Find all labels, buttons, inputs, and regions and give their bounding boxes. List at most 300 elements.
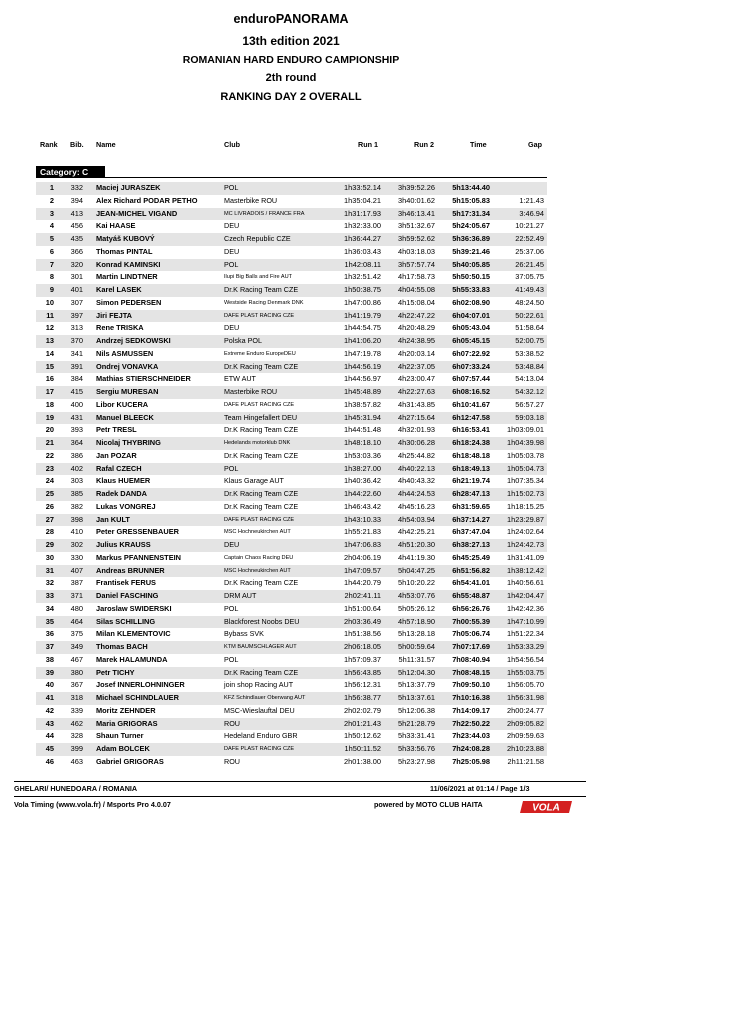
cell-rank: 44 bbox=[45, 731, 54, 741]
cell-time: 6h05:45.15 bbox=[452, 336, 490, 345]
cell-rank: 4 bbox=[49, 221, 54, 231]
cell-time: 6h54:41.01 bbox=[452, 578, 490, 588]
cell-club: ROU bbox=[224, 718, 240, 728]
footer-divider-bottom bbox=[14, 796, 586, 797]
cell-rank: 17 bbox=[45, 387, 54, 396]
cell-time: 6h16:53.41 bbox=[452, 425, 490, 435]
cell-bib: 370 bbox=[70, 336, 83, 345]
table-row bbox=[36, 271, 547, 284]
cell-club: MSC-Wieslauftal DEU bbox=[224, 705, 295, 715]
cell-club: KFZ Schindlauer Oberwang AUT bbox=[224, 695, 306, 701]
cell-gap: 53:48.84 bbox=[515, 361, 544, 371]
cell-rank: 36 bbox=[45, 629, 54, 639]
table-row bbox=[36, 399, 547, 412]
cell-name: Jan KULT bbox=[96, 514, 130, 524]
col-time: Time bbox=[470, 140, 487, 149]
cell-time: 6h55:48.87 bbox=[452, 591, 490, 600]
cell-time: 5h13:44.40 bbox=[452, 183, 490, 192]
cell-gap: 1h05:04.73 bbox=[507, 463, 544, 473]
table-row bbox=[36, 730, 547, 743]
cell-gap: 2h09:05.82 bbox=[507, 718, 544, 728]
cell-run2: 4h57:18.90 bbox=[398, 616, 435, 626]
cell-rank: 32 bbox=[45, 578, 54, 588]
cell-bib: 330 bbox=[70, 552, 83, 562]
cell-run2: 4h25:44.82 bbox=[398, 450, 435, 460]
footer-date-page: 11/06/2021 at 01:14 / Page 1/3 bbox=[430, 784, 530, 793]
cell-rank: 16 bbox=[45, 374, 54, 384]
table-row bbox=[36, 297, 547, 310]
cell-name: Petr TRESL bbox=[96, 425, 137, 435]
cell-run2: 5h13:28.18 bbox=[398, 629, 435, 639]
cell-bib: 367 bbox=[70, 680, 83, 690]
col-name: Name bbox=[96, 140, 116, 149]
cell-name: Andreas BRUNNER bbox=[96, 565, 165, 575]
cell-run2: 5h12:04.30 bbox=[398, 667, 435, 677]
table-row bbox=[36, 463, 547, 476]
table-row bbox=[36, 692, 547, 705]
cell-name: Peter GRESSENBAUER bbox=[96, 527, 179, 537]
cell-rank: 24 bbox=[45, 476, 54, 486]
cell-rank: 1 bbox=[49, 183, 54, 192]
cell-rank: 10 bbox=[45, 297, 54, 307]
cell-run1: 2h01:38.00 bbox=[344, 756, 381, 766]
cell-time: 5h15:05.83 bbox=[452, 195, 490, 205]
cell-run1: 2h03:36.49 bbox=[344, 616, 381, 626]
cell-time: 7h24:08.28 bbox=[452, 744, 490, 753]
table-row bbox=[36, 526, 547, 539]
cell-gap: 1h23:29.87 bbox=[507, 514, 544, 524]
cell-bib: 307 bbox=[70, 297, 83, 307]
cell-club: Dr.K Racing Team CZE bbox=[224, 578, 299, 588]
cell-club: KTM BAUMSCHLAGER AUT bbox=[224, 644, 297, 650]
cell-club: POL bbox=[224, 603, 239, 613]
event-title: enduroPANORAMA bbox=[233, 12, 349, 26]
cell-rank: 39 bbox=[45, 667, 54, 677]
cell-run1: 1h44:56.19 bbox=[344, 361, 381, 371]
cell-gap: 1h56:05.70 bbox=[507, 680, 544, 690]
cell-run2: 3h51:32.67 bbox=[398, 221, 435, 231]
cell-rank: 26 bbox=[45, 501, 54, 511]
cell-run2: 5h13:37.79 bbox=[398, 680, 435, 690]
cell-time: 5h17:31.34 bbox=[452, 208, 490, 218]
cell-name: Josef INNERLOHNINGER bbox=[96, 680, 185, 690]
table-row bbox=[36, 590, 547, 603]
cell-gap: 22:52.49 bbox=[515, 234, 544, 243]
cell-run2: 4h31:43.85 bbox=[398, 399, 435, 409]
table-row bbox=[36, 577, 547, 590]
footer-powered: powered by MOTO CLUB HAITA bbox=[374, 800, 483, 809]
cell-rank: 7 bbox=[49, 259, 54, 269]
cell-gap: 1h04:39.98 bbox=[507, 438, 544, 447]
cell-run2: 5h33:56.76 bbox=[398, 744, 435, 753]
cell-bib: 385 bbox=[70, 489, 83, 498]
cell-run1: 1h32:51.42 bbox=[344, 272, 381, 282]
cell-time: 7h00:55.39 bbox=[452, 616, 490, 626]
cell-run2: 4h45:16.23 bbox=[398, 501, 435, 511]
cell-rank: 9 bbox=[49, 285, 54, 294]
table-row bbox=[36, 667, 547, 680]
cell-run2: 5h10:20.22 bbox=[398, 578, 435, 588]
cell-name: Marek HALAMUNDA bbox=[96, 654, 168, 664]
cell-run1: 1h33:52.14 bbox=[344, 183, 381, 192]
cell-run2: 4h44:24.53 bbox=[398, 489, 435, 498]
cell-run2: 5h13:37.61 bbox=[398, 693, 435, 702]
cell-gap: 1h56:31.98 bbox=[507, 693, 544, 702]
cell-bib: 301 bbox=[70, 272, 83, 282]
cell-run1: 1h56:38.77 bbox=[344, 693, 381, 702]
cell-run2: 4h15:08.04 bbox=[398, 297, 435, 307]
cell-time: 6h37:47.04 bbox=[452, 527, 490, 537]
cell-name: Kai HAASE bbox=[96, 221, 136, 231]
cell-name: Konrad KAMINSKI bbox=[96, 259, 161, 269]
cell-bib: 391 bbox=[70, 361, 83, 371]
col-club: Club bbox=[224, 140, 240, 149]
footer-divider-top bbox=[14, 781, 586, 782]
cell-club: Czech Republic CZE bbox=[224, 234, 291, 243]
cell-bib: 410 bbox=[70, 527, 83, 537]
cell-club: Dr.K Racing Team CZE bbox=[224, 450, 299, 460]
cell-gap: 10:21.27 bbox=[515, 221, 544, 231]
cell-gap: 52:00.75 bbox=[515, 336, 544, 345]
footer-location: GHELARI/ HUNEDOARA / ROMANIA bbox=[14, 784, 138, 793]
cell-bib: 402 bbox=[70, 463, 83, 473]
col-gap: Gap bbox=[528, 140, 542, 149]
cell-run2: 4h22:27.63 bbox=[398, 387, 435, 396]
cell-club: Polska POL bbox=[224, 336, 262, 345]
cell-run1: 1h42:08.11 bbox=[344, 259, 381, 269]
cell-run1: 2h01:21.43 bbox=[344, 718, 381, 728]
cell-run2: 4h24:38.95 bbox=[398, 336, 435, 345]
table-row bbox=[36, 539, 547, 552]
cell-time: 6h08:16.52 bbox=[452, 387, 490, 396]
cell-run1: 1h47:09.57 bbox=[344, 565, 381, 575]
cell-run1: 1h48:18.10 bbox=[344, 438, 381, 447]
cell-club: DAFE PLAST RACING CZE bbox=[224, 746, 295, 752]
cell-club: Masterbike ROU bbox=[224, 387, 278, 396]
cell-run1: 2h04:06.19 bbox=[344, 552, 381, 562]
cell-run1: 1h38:27.00 bbox=[344, 463, 381, 473]
cell-run2: 3h39:52.26 bbox=[398, 183, 435, 192]
table-row bbox=[36, 756, 547, 769]
cell-time: 6h18:48.18 bbox=[452, 450, 490, 460]
cell-club: DAFE PLAST RACING CZE bbox=[224, 401, 295, 408]
edition-title: 13th edition 2021 bbox=[242, 34, 340, 48]
cell-time: 6h12:47.58 bbox=[452, 412, 490, 422]
cell-bib: 462 bbox=[70, 718, 83, 728]
cell-bib: 303 bbox=[70, 476, 83, 486]
cell-gap: 1h18:15.25 bbox=[507, 501, 544, 511]
cell-gap: 54:32.12 bbox=[515, 387, 544, 396]
cell-run2: 4h20:03.14 bbox=[398, 348, 435, 358]
cell-run1: 1h51:00.64 bbox=[344, 603, 381, 613]
table-row bbox=[36, 259, 547, 272]
cell-name: Daniel FASCHING bbox=[96, 591, 159, 600]
cell-club: DAFE PLAST RACING CZE bbox=[224, 312, 295, 319]
cell-club: Ilupi Big Balls and Fire AUT bbox=[224, 274, 293, 281]
cell-run2: 5h12:06.38 bbox=[398, 705, 435, 715]
cell-run2: 5h21:28.79 bbox=[398, 718, 435, 728]
table-row bbox=[36, 424, 547, 437]
cell-time: 5h24:05.67 bbox=[452, 221, 490, 231]
cell-name: Maria GRIGORAS bbox=[96, 718, 158, 728]
vola-logo bbox=[520, 801, 572, 813]
cell-rank: 29 bbox=[45, 540, 54, 549]
cell-gap: 53:38.52 bbox=[515, 348, 544, 358]
cell-rank: 23 bbox=[45, 463, 54, 473]
cell-bib: 328 bbox=[70, 731, 83, 741]
cell-run2: 4h27:15.64 bbox=[398, 412, 435, 422]
cell-gap: 51:58.64 bbox=[515, 323, 544, 333]
cell-run2: 5h11:31.57 bbox=[398, 654, 435, 664]
cell-club: Dr.K Racing Team CZE bbox=[224, 425, 299, 435]
cell-run1: 1h41:06.20 bbox=[344, 336, 381, 345]
cell-rank: 13 bbox=[45, 336, 54, 345]
cell-time: 6h56:26.76 bbox=[452, 603, 490, 613]
cell-name: Lukas VONGREJ bbox=[96, 501, 156, 511]
cell-bib: 464 bbox=[70, 616, 83, 626]
cell-bib: 463 bbox=[70, 756, 83, 766]
cell-run1: 1h45:31.94 bbox=[344, 412, 381, 422]
cell-gap: 59:03.18 bbox=[515, 412, 544, 422]
cell-run1: 1h51:38.56 bbox=[344, 629, 381, 639]
cell-gap: 1h05:03.78 bbox=[507, 450, 544, 460]
table-row bbox=[36, 310, 547, 323]
cell-name: Silas SCHILLING bbox=[96, 616, 156, 626]
cell-run2: 4h23:00.47 bbox=[398, 374, 435, 384]
cell-run2: 4h22:37.05 bbox=[398, 361, 435, 371]
cell-club: Hedeland Enduro GBR bbox=[224, 731, 298, 741]
cell-bib: 415 bbox=[70, 387, 83, 396]
cell-name: JEAN-MICHEL VIGAND bbox=[96, 208, 178, 218]
cell-time: 6h38:27.13 bbox=[452, 540, 490, 549]
cell-name: Frantisek FERUS bbox=[96, 578, 156, 588]
cell-rank: 19 bbox=[45, 412, 54, 422]
cell-bib: 467 bbox=[70, 654, 83, 664]
cell-run1: 1h53:03.36 bbox=[344, 450, 381, 460]
cell-run1: 1h36:44.27 bbox=[344, 234, 381, 243]
cell-name: Moritz ZEHNDER bbox=[96, 705, 156, 715]
cell-bib: 302 bbox=[70, 540, 83, 549]
cell-name: Andrzej SEDKOWSKI bbox=[96, 336, 171, 345]
cell-rank: 2 bbox=[49, 195, 54, 205]
cell-bib: 407 bbox=[70, 565, 83, 575]
table-row bbox=[36, 450, 547, 463]
cell-run2: 4h04:55.08 bbox=[398, 285, 435, 294]
cell-run2: 3h40:01.62 bbox=[398, 195, 435, 205]
cell-bib: 386 bbox=[70, 450, 83, 460]
table-row bbox=[36, 322, 547, 335]
cell-run1: 1h31:17.93 bbox=[344, 208, 381, 218]
cell-bib: 435 bbox=[70, 234, 83, 243]
cell-club: Extreme Enduro EuropeDEU bbox=[224, 350, 296, 357]
cell-run2: 4h20:48.29 bbox=[398, 323, 435, 333]
cell-run2: 4h51:20.30 bbox=[398, 540, 435, 549]
cell-rank: 35 bbox=[45, 616, 54, 626]
cell-run1: 1h47:19.78 bbox=[344, 348, 381, 358]
cell-name: Thomas BACH bbox=[96, 642, 148, 651]
cell-club: Masterbike ROU bbox=[224, 195, 278, 205]
cell-gap: 1h31:41.09 bbox=[507, 552, 544, 562]
cell-club: DAFE PLAST RACING CZE bbox=[224, 516, 295, 523]
col-run1: Run 1 bbox=[358, 140, 378, 149]
cell-club: POL bbox=[224, 259, 239, 269]
cell-bib: 384 bbox=[70, 374, 83, 384]
cell-name: Simon PEDERSEN bbox=[96, 297, 162, 307]
cell-rank: 3 bbox=[49, 208, 54, 218]
cell-gap: 2h11:21.58 bbox=[507, 756, 544, 766]
cell-time: 5h36:36.89 bbox=[452, 234, 490, 243]
table-row bbox=[36, 437, 547, 450]
cell-time: 5h55:33.83 bbox=[452, 285, 490, 294]
cell-gap: 2h00:24.77 bbox=[507, 705, 544, 715]
cell-club: DEU bbox=[224, 221, 240, 231]
cell-rank: 14 bbox=[45, 348, 54, 358]
cell-gap: 41:49.43 bbox=[515, 285, 544, 294]
cell-time: 7h14:09.17 bbox=[452, 705, 490, 715]
cell-club: Bybass SVK bbox=[224, 629, 264, 639]
cell-name: Alex Richard PODAR PETHO bbox=[96, 195, 198, 205]
cell-rank: 18 bbox=[45, 399, 54, 409]
cell-run1: 1h47:06.83 bbox=[344, 540, 381, 549]
cell-time: 7h23:44.03 bbox=[452, 731, 490, 741]
cell-run1: 1h44:54.75 bbox=[344, 323, 381, 333]
cell-name: Julius KRAUSS bbox=[96, 540, 151, 549]
cell-bib: 371 bbox=[70, 591, 83, 600]
cell-club: Dr.K Racing Team CZE bbox=[224, 667, 299, 677]
cell-rank: 37 bbox=[45, 642, 54, 651]
cell-rank: 12 bbox=[45, 323, 54, 333]
cell-bib: 413 bbox=[70, 208, 83, 218]
cell-run1: 1h50:11.52 bbox=[344, 744, 381, 753]
cell-run1: 1h50:38.75 bbox=[344, 285, 381, 294]
cell-run1: 1h36:03.43 bbox=[344, 246, 381, 256]
table-row bbox=[36, 743, 547, 756]
cell-run1: 1h50:12.62 bbox=[344, 731, 381, 741]
cell-club: MSC Hochneukirchen AUT bbox=[224, 567, 291, 574]
cell-rank: 31 bbox=[45, 565, 54, 575]
cell-club: Captain Chaos Racing DEU bbox=[224, 554, 294, 561]
cell-name: Martin LINDTNER bbox=[96, 272, 158, 282]
cell-time: 6h21:19.74 bbox=[452, 476, 490, 486]
cell-time: 6h31:59.65 bbox=[452, 501, 490, 511]
cell-name: Jiri FEJTA bbox=[96, 310, 133, 320]
cell-run1: 1h47:00.86 bbox=[344, 297, 381, 307]
cell-name: Thomas PINTAL bbox=[96, 246, 153, 256]
cell-club: Klaus Garage AUT bbox=[224, 476, 284, 486]
col-run2: Run 2 bbox=[414, 140, 434, 149]
cell-run2: 5h33:31.41 bbox=[398, 731, 435, 741]
cell-rank: 11 bbox=[46, 310, 54, 320]
cell-name: Ondrej VONAVKA bbox=[96, 361, 159, 371]
cell-time: 7h09:50.10 bbox=[452, 680, 490, 690]
cell-time: 6h02:08.90 bbox=[452, 297, 490, 307]
cell-rank: 6 bbox=[49, 246, 54, 256]
cell-club: MC LIVRADOIS / FRANCE FRA bbox=[224, 210, 305, 217]
cell-name: Radek DANDA bbox=[96, 489, 147, 498]
cell-time: 6h10:41.67 bbox=[452, 399, 490, 409]
cell-run2: 4h32:01.93 bbox=[398, 425, 435, 435]
cell-run2: 5h00:59.64 bbox=[398, 642, 435, 651]
cell-run1: 1h44:22.60 bbox=[344, 489, 381, 498]
cell-club: Hedelands motorklub DNK bbox=[224, 440, 291, 446]
cell-time: 6h07:33.24 bbox=[452, 361, 490, 371]
cell-run2: 4h53:07.76 bbox=[398, 591, 435, 600]
table-row bbox=[36, 718, 547, 731]
cell-run1: 2h02:02.79 bbox=[344, 705, 381, 715]
cell-run1: 1h44:56.97 bbox=[344, 374, 381, 384]
cell-club: DEU bbox=[224, 540, 240, 549]
cell-name: Milan KLEMENTOVIC bbox=[96, 629, 171, 639]
cell-run1: 1h44:20.79 bbox=[344, 578, 381, 588]
table-row bbox=[36, 641, 547, 654]
table-row bbox=[36, 348, 547, 361]
cell-club: POL bbox=[224, 654, 239, 664]
ranking-title: RANKING DAY 2 OVERALL bbox=[220, 91, 362, 103]
cell-run2: 4h40:43.32 bbox=[398, 476, 435, 486]
col-rank: Rank bbox=[40, 140, 58, 149]
cell-gap: 1h38:12.42 bbox=[507, 565, 544, 575]
cell-run2: 5h23:27.98 bbox=[398, 756, 435, 766]
table-row bbox=[36, 475, 547, 488]
table-row bbox=[36, 386, 547, 399]
cell-rank: 28 bbox=[45, 527, 54, 537]
cell-run1: 1h57:09.37 bbox=[344, 654, 381, 664]
cell-time: 5h40:05.85 bbox=[452, 259, 490, 269]
cell-run2: 5h04:47.25 bbox=[398, 565, 435, 575]
cell-name: Markus PFANNENSTEIN bbox=[96, 552, 182, 562]
cell-run2: 4h42:25.21 bbox=[398, 527, 435, 537]
cell-run2: 4h40:22.13 bbox=[398, 463, 435, 473]
cell-club: Blackforest Noobs DEU bbox=[224, 616, 300, 626]
cell-run2: 4h30:06.28 bbox=[398, 438, 435, 447]
cell-gap: 1h24:02.64 bbox=[507, 527, 544, 537]
cell-bib: 349 bbox=[70, 642, 83, 651]
table-row bbox=[36, 208, 547, 221]
cell-run2: 4h03:18.03 bbox=[398, 246, 435, 256]
cell-rank: 21 bbox=[45, 438, 54, 447]
table-row bbox=[36, 284, 547, 297]
table-row bbox=[36, 616, 547, 629]
championship-title: ROMANIAN HARD ENDURO CAMPIONSHIP bbox=[182, 54, 400, 66]
cell-gap: 1h47:10.99 bbox=[507, 616, 544, 626]
cell-rank: 40 bbox=[45, 680, 54, 690]
cell-run1: 1h43:10.33 bbox=[344, 514, 381, 524]
cell-gap: 1h51:22.34 bbox=[507, 629, 544, 639]
cell-time: 6h07:57.44 bbox=[452, 374, 490, 384]
cell-run2: 4h17:58.73 bbox=[398, 272, 435, 282]
cell-run1: 2h02:41.11 bbox=[344, 591, 381, 600]
cell-run2: 4h54:03.94 bbox=[398, 514, 435, 524]
cell-name: Klaus HUEMER bbox=[96, 476, 151, 486]
cell-name: Jan POZAR bbox=[96, 450, 137, 460]
cell-name: Karel LASEK bbox=[96, 285, 142, 294]
cell-run2: 3h46:13.41 bbox=[398, 208, 435, 218]
cell-rank: 27 bbox=[45, 514, 54, 524]
cell-rank: 46 bbox=[45, 756, 54, 766]
cell-run1: 1h55:21.83 bbox=[344, 527, 381, 537]
cell-time: 6h28:47.13 bbox=[452, 489, 490, 498]
cell-name: Rafal CZECH bbox=[96, 463, 142, 473]
cell-club: DRM AUT bbox=[224, 591, 257, 600]
table-row bbox=[36, 705, 547, 718]
cell-name: Manuel BLEECK bbox=[96, 412, 154, 422]
round-title: 2th round bbox=[265, 72, 317, 84]
cell-name: Nils ASMUSSEN bbox=[96, 348, 154, 358]
cell-rank: 42 bbox=[45, 705, 54, 715]
cell-gap: 2h09:59.63 bbox=[507, 731, 544, 741]
cell-gap: 56:57.27 bbox=[515, 399, 544, 409]
cell-bib: 364 bbox=[70, 438, 83, 447]
